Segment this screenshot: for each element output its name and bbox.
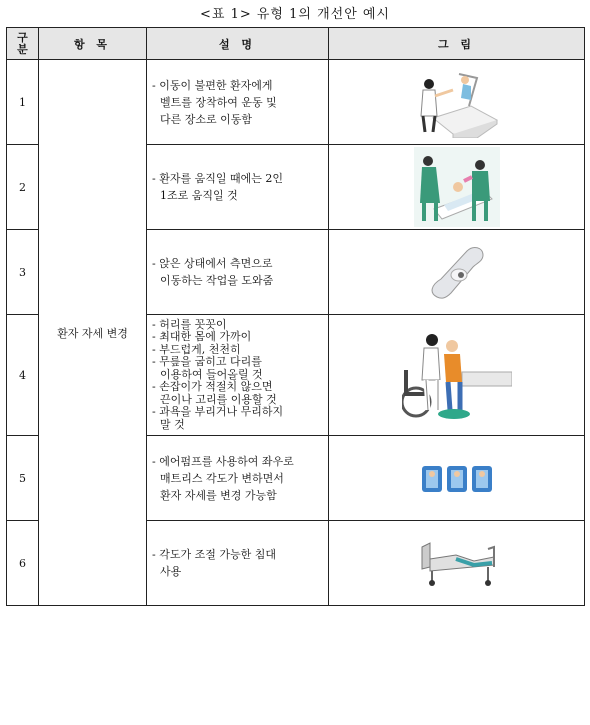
row-description: - 각도가 조절 가능한 침대 사용: [147, 521, 329, 606]
patient-lift-illustration: [329, 60, 585, 145]
row-description: - 허리를 꼿꼿이 - 최대한 몸에 가까이 - 부드럽게, 천천히 - 무릎을 굽히고 다리를 이용하여 들어올릴 것 - 손잡이가 적절치 않으면 끈이나 고리를 이용할 것 - 과욕을 부리거나 무리하지 말 것: [147, 315, 329, 436]
row-number: 4: [7, 315, 39, 436]
header-item: 항 목: [39, 28, 147, 60]
table-row: [7, 60, 585, 145]
header-gubun: 구 분: [7, 28, 39, 60]
two-caregivers-moving-patient-illustration: [329, 145, 585, 230]
row-description: - 앉은 상태에서 측면으로 이동하는 작업을 도와줌: [147, 230, 329, 315]
header-pic: 그 림: [329, 28, 585, 60]
header-row: [7, 28, 585, 60]
row-number: 6: [7, 521, 39, 606]
adjustable-bed-illustration: [329, 521, 585, 606]
row-description: - 환자를 움직일 때에는 2인 1조로 움직일 것: [147, 145, 329, 230]
transfer-cushion-illustration: [329, 230, 585, 315]
row-number: 5: [7, 436, 39, 521]
header-desc: 설 명: [147, 28, 329, 60]
row-number: 1: [7, 60, 39, 145]
air-mattress-illustration: [329, 436, 585, 521]
table-caption: <표 1> 유형 1의 개선안 예시: [199, 7, 390, 22]
row-number: 2: [7, 145, 39, 230]
row-description: - 에어펌프를 사용하여 좌우로 매트리스 각도가 변하면서 환자 자세를 변경 가능함: [147, 436, 329, 521]
improvement-table: [6, 27, 585, 606]
row-description: - 이동이 불편한 환자에게 벨트를 장착하여 운동 및 다른 장소로 이동함: [147, 60, 329, 145]
item-label: 환자 자세 변경: [39, 60, 147, 606]
row-number: 3: [7, 230, 39, 315]
wheelchair-transfer-illustration: [329, 315, 585, 436]
